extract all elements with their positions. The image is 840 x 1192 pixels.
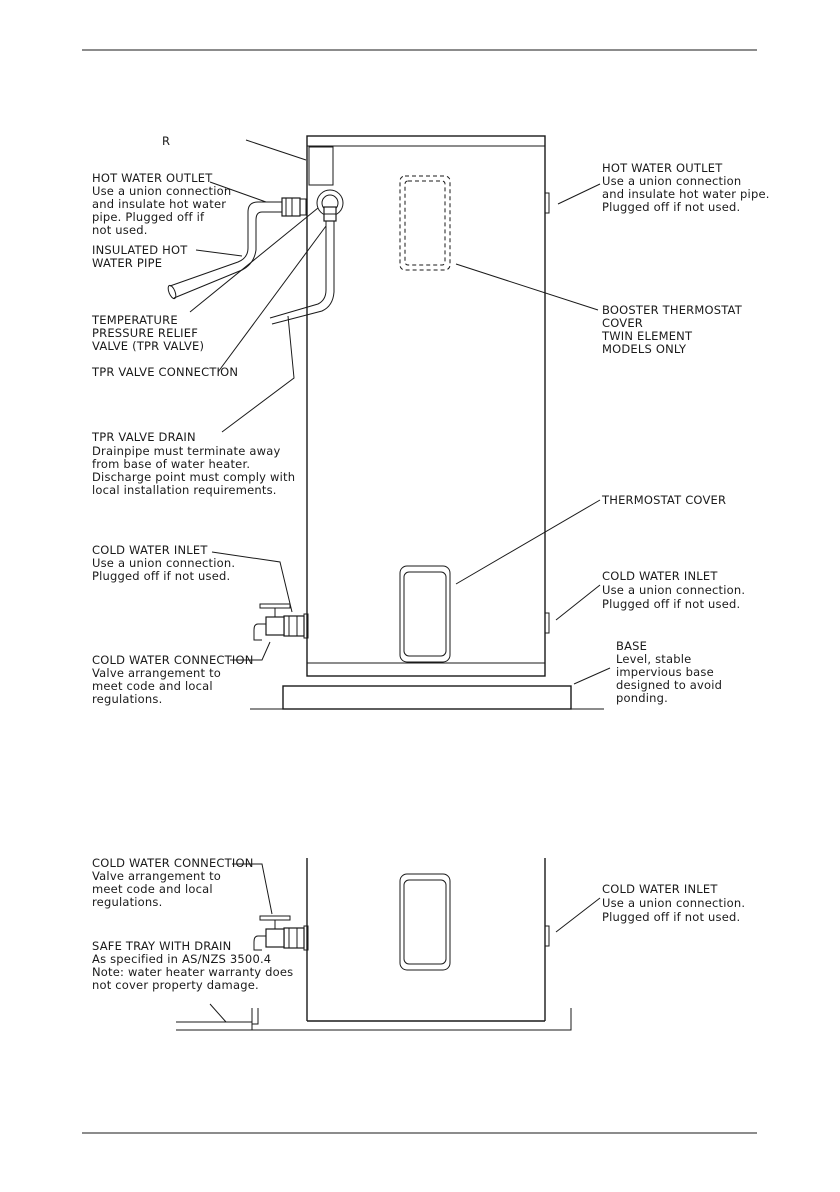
label-cold-inlet-right-bottom: COLD WATER INLET Use a union connection. Plugged off if not used. xyxy=(602,882,746,924)
rating-label-plate xyxy=(309,147,333,185)
safe-tray xyxy=(252,1008,571,1030)
label-cold-inlet-left: COLD WATER INLET Use a union connection. Plugged off if not used. xyxy=(92,543,236,583)
booster-thermostat-cover xyxy=(400,176,450,270)
cold-inlet-union-bottom xyxy=(284,928,304,948)
cold-water-valve-bottom xyxy=(266,929,284,947)
label-tpr-connection: TPR VALVE CONNECTION xyxy=(92,365,239,379)
tank-base xyxy=(283,686,571,709)
cold-water-valve xyxy=(266,617,284,635)
thermostat-cover-bottom xyxy=(400,874,450,970)
label-hot-outlet-right: HOT WATER OUTLET Use a union connection and insulate hot water pipe. Plugged off if not used. xyxy=(602,161,770,214)
label-cold-inlet-right: COLD WATER INLET Use a union connection. Plugged off if not used. xyxy=(602,569,746,611)
label-cold-connection: COLD WATER CONNECTION Valve arrangement to meet code and local regulations. xyxy=(92,653,254,706)
label-thermostat-cover: THERMOSTAT COVER xyxy=(602,493,727,507)
top-diagram xyxy=(167,136,610,709)
label-base: BASE Level, stable impervious base designed to avoid ponding. xyxy=(616,639,723,705)
label-tpr-valve: TEMPERATURE PRESSURE RELIEF VALVE (TPR VALVE) xyxy=(92,313,205,353)
tank-body xyxy=(307,136,545,676)
valve-handle xyxy=(260,604,290,608)
thermostat-cover xyxy=(400,566,450,662)
label-tpr-drain: TPR VALVE DRAIN Drainpipe must terminate away from base of water heater. Discharge point must comply with local installation requirements. xyxy=(92,430,296,497)
label-insulated-pipe: INSULATED HOT WATER PIPE xyxy=(92,243,188,270)
label-cold-connection-bottom: COLD WATER CONNECTION Valve arrangement to meet code and local regulations. xyxy=(92,856,254,909)
label-booster: BOOSTER THERMOSTAT COVER TWIN ELEMENT MODELS ONLY xyxy=(602,303,742,356)
label-rating: R xyxy=(162,134,171,148)
label-safe-tray: SAFE TRAY WITH DRAIN As specified in AS/NZS 3500.4 Note: water heater warranty does not cover property damage. xyxy=(92,939,294,992)
cold-inlet-union xyxy=(284,616,304,636)
tpr-valve-drain-pipe xyxy=(270,221,326,318)
hot-outlet-union xyxy=(282,198,300,216)
label-hot-outlet-left: HOT WATER OUTLET Use a union connection and insulate hot water pipe. Plugged off if not used. xyxy=(92,171,232,237)
bottom-diagram xyxy=(176,858,600,1030)
